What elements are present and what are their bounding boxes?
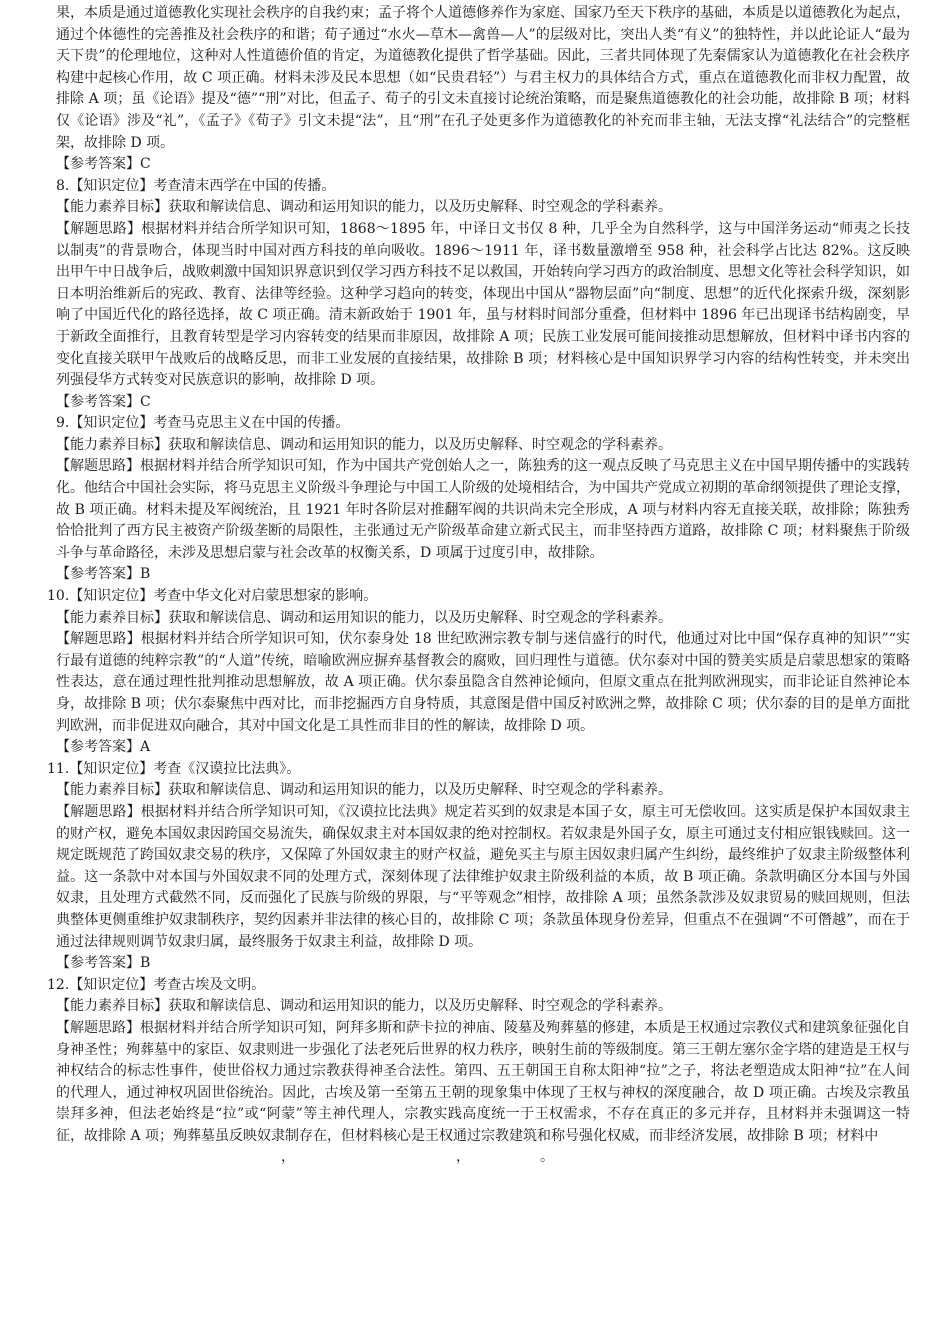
solution-idea: 【解题思路】根据材料并结合所学知识可知，作为中国共产党创始人之一，陈独秀的这一观点反映了马克思主义在中国早期传播中的实践转化。他结合中国社会实际，将马克思主义阶级斗争理论与中国工人阶级的处境相结合，为中国共产党成立初期的革命纲领提供了理论支撑，故 B 项正确。材料未提及军阀统治，且 1921 年时各阶层对推翻军阀的共识尚未完全形成，A 项与材料内容无直接关联，故排除；陈独秀恰恰批判了西方民主被资产阶级垄断的局限性，主张通过无产阶级革命建立新式民主，而非坚持西方道路，故排除 C 项；材料聚焦于阶级斗争与革命路径，未涉及思想启蒙与社会改革的权衡关系，D 项属于过度引申，故排除。 bbox=[56, 458, 910, 561]
knowledge-point: 【知识定位】考查清末西学在中国的传播。 bbox=[69, 177, 336, 194]
solution-idea: 【解题思路】根据材料并结合所学知识可知，阿拜多斯和萨卡拉的神庙、陵墓及殉葬墓的修建，本质是王权通过宗教仪式和建筑象征强化自身神圣性；殉葬墓中的家臣、奴隶则进一步强化了法老死后世界的权力秩序，映射生前的等级制度。第三王朝左塞尔金字塔的建造是王权与神权结合的标志性事件，使世俗权力通过宗教获得神圣合法性。第四、五王朝国王自称太阳神“拉”之子，将法老塑造成太阳神“拉”在人间的代理人，通过神权巩固世俗统治。因此，古埃及第一至第五王朝的现象集中体现了王权与神权的深度融合，故 D 项正确。古埃及宗教虽崇拜多神，但法老始终是“拉”或“阿蒙”等主神代理人，宗教实践高度统一于王权需求，不存在真正的多元并存，且材料并未强调这一特征，故排除 A 项；殉葬墓虽反映奴隶制存在，但材料核心是王权通过宗教建筑和称号强化权威，而非经济发展，故排除 B 项；材料中 bbox=[56, 1019, 910, 1144]
knowledge-point: 【知识定位】考查中华文化对启蒙思想家的影响。 bbox=[69, 588, 378, 605]
tail-mark: ， bbox=[456, 1149, 470, 1166]
solution-idea: 【解题思路】根据材料并结合所学知识可知，1868～1895 年，中译日文书仅 8 种，几乎全为自然科学，这与中国洋务运动“师夷之长技以制夷”的背景吻合，体现当时中国对西方科技的单向吸收。1896～1911 年，译书数量激增至 958 种，社会科学占比达 82%。这反映出甲午中日战争后，战败刺激中国知识界意识到仅学习西方科技不足以救国，开始转向学习西方的政治制度、思想文化等社会科学知识，如日本明治维新后的宪政、教育、法律等经验。这种学习趋向的转变，体现出中国从“器物层面”向“制度、思想”的近代化探索升级，深刻影响了中国近代化的路径选择，故 C 项正确。清末新政始于 1901 年，虽与材料时间部分重叠，但材料中 1896 年已出现译书结构剧变，早于新政全面推行，且教育转型是学习内容转变的结果而非原因，故排除 A 项；民族工业发展可能间接推动思想解放，但材料中译书内容的变化直接关联甲午战败后的战略反思，而非工业发展的直接结果，故排除 B 项；材料核心是中国知识界学习内容的结构性转变，并未突出列强侵华方式转变对民族意识的影响，故排除 D 项。 bbox=[56, 220, 910, 389]
intro-paragraph: 果，本质是通过道德教化实现社会秩序的自我约束；孟子将个人道德修养作为家庭、国家乃至天下秩序的基础，本质是以道德教化为起点，通过个体德性的完善推及社会秩序的和谐；荀子通过“水火—草木—禽兽—人”的层级对比，突出人类“有义”的独特性，并以此论证人“最为天下贵”的伦理地位，这种对人性道德价值的肯定，为道德教化提供了哲学基础。因此，三者共同体现了先秦儒家认为道德教化在社会秩序构建中起核心作用，故 C 项正确。材料未涉及民本思想（如“民贵君轻”）与君主权力的具体结合方式，重点在道德教化而非权力配置，故排除 A 项；虽《论语》提及“德”“刑”对比，但孟子、荀子的引文未直接讨论统治策略，而是聚焦道德教化的社会功能，故排除 B 项；材料仅《论语》涉及“礼”，《孟子》《荀子》引文未提“法”，且“刑”在孔子处更多作为道德教化的补充而非主轴，无法支撑“礼法结合”的完整框架，故排除 D 项。 bbox=[56, 5, 910, 151]
ability-target: 【能力素养目标】获取和解读信息、调动和运用知识的能力，以及历史解释、时空观念的学科素养。 bbox=[56, 782, 672, 799]
question-block-12 bbox=[47, 975, 910, 1148]
reference-answer: 【参考答案】B bbox=[56, 566, 151, 583]
ability-target: 【能力素养目标】获取和解读信息、调动和运用知识的能力，以及历史解释、时空观念的学科素养。 bbox=[56, 609, 672, 626]
intro-block bbox=[56, 3, 910, 176]
question-block-10 bbox=[47, 586, 910, 759]
tail-mark: ， bbox=[281, 1149, 295, 1166]
question-block-8 bbox=[56, 176, 910, 414]
reference-answer: 【参考答案】B bbox=[56, 955, 151, 972]
question-number: 11. bbox=[47, 760, 70, 777]
tail-mark: 。 bbox=[540, 1149, 554, 1166]
question-block-9 bbox=[56, 413, 910, 586]
knowledge-point: 【知识定位】考查《汉谟拉比法典》。 bbox=[69, 760, 301, 777]
ability-target: 【能力素养目标】获取和解读信息、调动和运用知识的能力，以及历史解释、时空观念的学科素养。 bbox=[56, 199, 672, 216]
cut-off-line bbox=[56, 1147, 910, 1169]
reference-answer: 【参考答案】C bbox=[56, 156, 151, 173]
ability-target: 【能力素养目标】获取和解读信息、调动和运用知识的能力，以及历史解释、时空观念的学科素养。 bbox=[56, 436, 672, 453]
ability-target: 【能力素养目标】获取和解读信息、调动和运用知识的能力，以及历史解释、时空观念的学科素养。 bbox=[56, 998, 672, 1015]
question-number: 10. bbox=[47, 588, 70, 605]
question-block-11 bbox=[47, 759, 910, 975]
question-number: 8. bbox=[56, 177, 70, 194]
question-number: 12. bbox=[47, 976, 70, 993]
reference-answer: 【参考答案】C bbox=[56, 393, 151, 410]
knowledge-point: 【知识定位】考查马克思主义在中国的传播。 bbox=[69, 415, 350, 432]
solution-idea: 【解题思路】根据材料并结合所学知识可知，伏尔泰身处 18 世纪欧洲宗教专制与迷信盛行的时代，他通过对比中国“保存真神的知识”“实行最有道德的纯粹宗教”的“人道”传统，暗喻欧洲应摒弃基督教会的腐败，回归理性与道德。伏尔泰对中国的赞美实质是启蒙思想家的策略性表达，意在通过理性批判推动思想解放，故 A 项正确。伏尔泰虽隐含自然神论倾向，但原文重点在批判欧洲现实，而非论证自然神论本身，故排除 B 项；伏尔泰聚焦中西对比，而非挖掘西方自身特质，其意图是借中国反衬欧洲之弊，故排除 C 项；伏尔泰的目的是单方面批判欧洲，而非促进双向融合，其对中国文化是工具性而非目的性的解读，故排除 D 项。 bbox=[56, 631, 910, 734]
question-number: 9. bbox=[56, 415, 70, 432]
knowledge-point: 【知识定位】考查古埃及文明。 bbox=[69, 976, 266, 993]
reference-answer: 【参考答案】A bbox=[56, 739, 151, 756]
solution-idea: 【解题思路】根据材料并结合所学知识可知，《汉谟拉比法典》规定若买到的奴隶是本国子女，原主可无偿收回。这实质是保护本国奴隶主的财产权，避免本国奴隶因跨国交易流失，确保奴隶主对本国奴隶的绝对控制权。若奴隶是外国子女，原主可通过支付相应银钱赎回。这一规定既规范了跨国奴隶交易的秩序，又保障了外国奴隶主的财产权益，避免买主与原主因奴隶归属产生纠纷，最终维护了奴隶主阶级整体利益。这一条款中对本国与外国奴隶不同的处理方式，深刻体现了法律维护奴隶主阶级利益的本质，故 B 项正确。条款明确区分本国与外国奴隶，且处理方式截然不同，反而强化了民族与阶级的界限，与“平等观念”相悖，故排除 A 项；虽然条款涉及奴隶贸易的赎回规则，但法典整体更侧重维护奴隶制秩序，契约因素并非法律的核心目的，故排除 C 项；条款虽体现身份差异，但重点不在强调“不可僭越”，而在于通过法律规则调节奴隶归属，最终服务于奴隶主利益，故排除 D 项。 bbox=[56, 803, 910, 950]
